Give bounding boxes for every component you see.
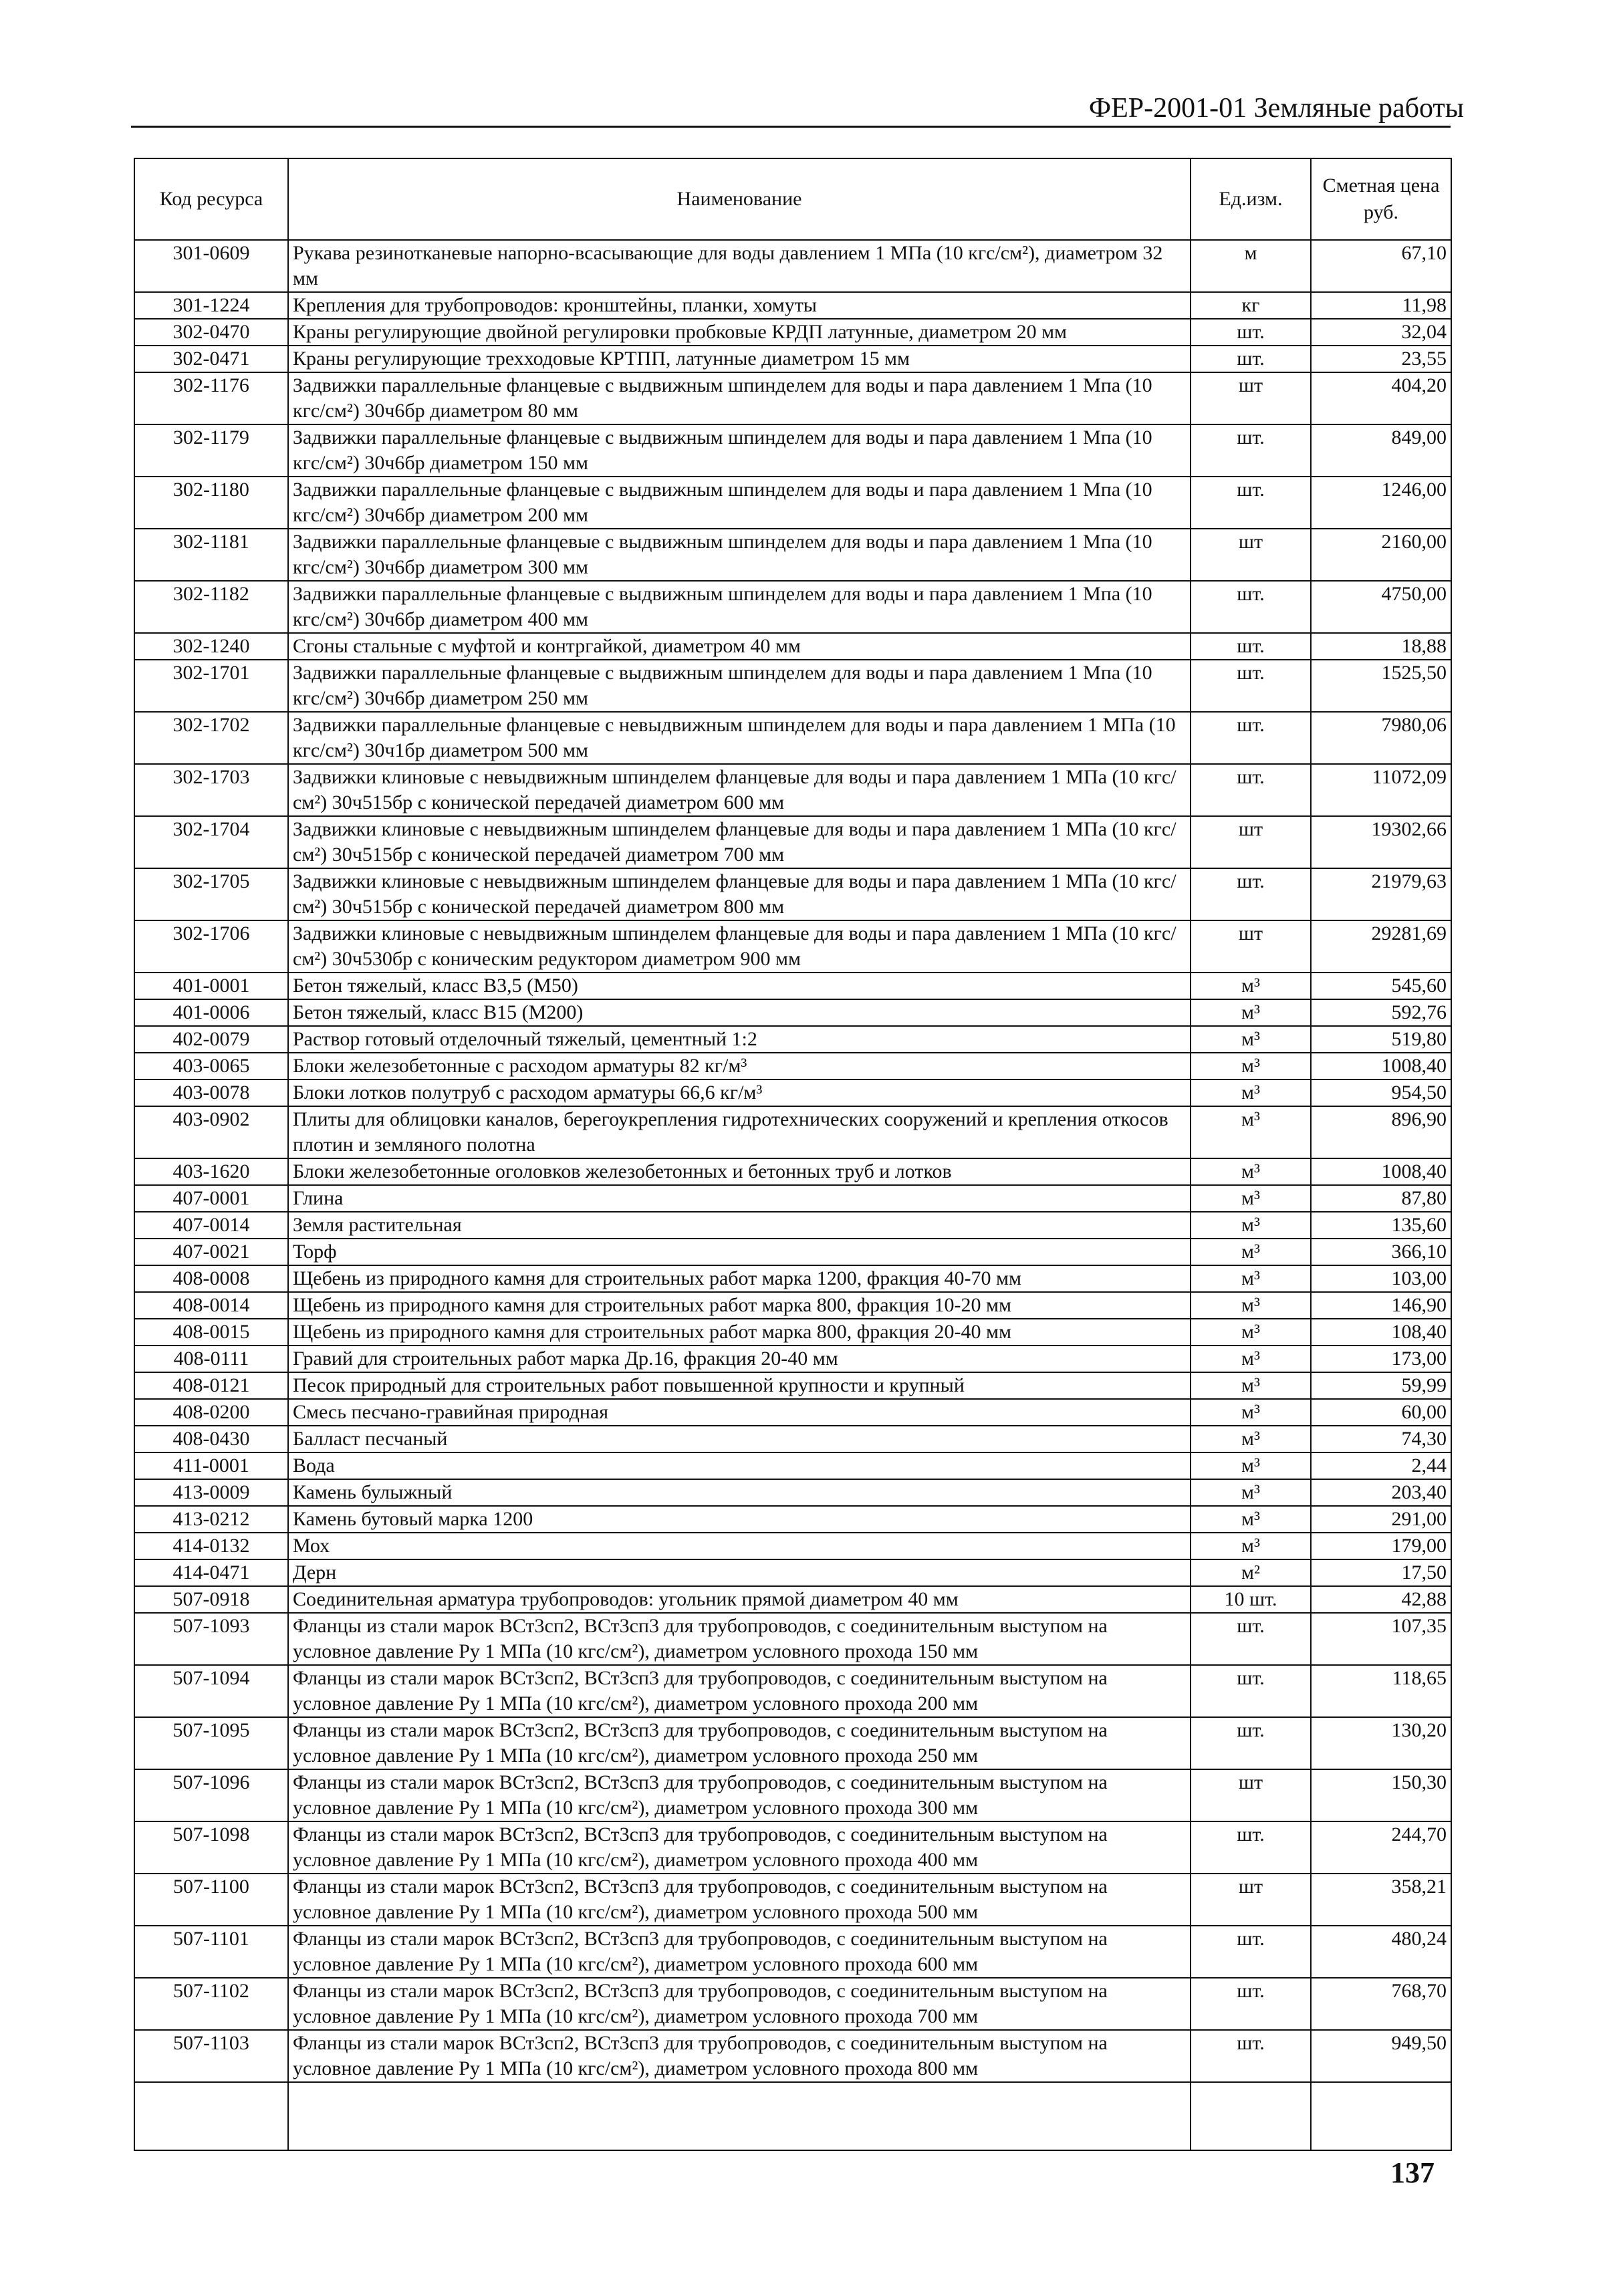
table-row <box>134 319 1451 346</box>
cell-code: 507-1096 <box>134 1769 288 1821</box>
cell-name: Фланцы из стали марок ВСт3сп2, ВСт3сп3 для трубопроводов, с соединительным выступом на условное давление Ру 1 МПа (10 кгс/см²), диаметром условного прохода 250 мм <box>288 1717 1191 1769</box>
table-row <box>134 868 1451 920</box>
cell-price: 19302,66 <box>1311 816 1451 868</box>
cell-name: Краны регулирующие двойной регулировки пробковые КРДП латунные, диаметром 20 мм <box>288 319 1191 346</box>
cell-price: 150,30 <box>1311 1769 1451 1821</box>
table-row <box>134 529 1451 581</box>
cell-price: 2160,00 <box>1311 529 1451 581</box>
cell-price: 146,90 <box>1311 1292 1451 1319</box>
cell-name: Щебень из природного камня для строительных работ марка 1200, фракция 40-70 мм <box>288 1265 1191 1292</box>
cell-name: Фланцы из стали марок ВСт3сп2, ВСт3сп3 для трубопроводов, с соединительным выступом на условное давление Ру 1 МПа (10 кгс/см²), диаметром условного прохода 600 мм <box>288 1926 1191 1978</box>
cell-code: 507-1094 <box>134 1665 288 1717</box>
table-row <box>134 764 1451 816</box>
cell-code: 403-0065 <box>134 1053 288 1079</box>
table-row <box>134 1717 1451 1769</box>
cell-name: Щебень из природного камня для строительных работ марка 800, фракция 10-20 мм <box>288 1292 1191 1319</box>
table-row <box>134 1926 1451 1978</box>
table-header-row <box>134 158 1451 240</box>
empty-cell <box>1311 2082 1451 2150</box>
table-row <box>134 1106 1451 1158</box>
cell-unit: шт <box>1191 372 1311 424</box>
cell-code: 302-0471 <box>134 346 288 372</box>
cell-price: 59,99 <box>1311 1372 1451 1399</box>
cell-price: 291,00 <box>1311 1506 1451 1533</box>
cell-name: Мох <box>288 1533 1191 1559</box>
cell-code: 411-0001 <box>134 1452 288 1479</box>
cell-code: 302-0470 <box>134 319 288 346</box>
cell-price: 896,90 <box>1311 1106 1451 1158</box>
table-row <box>134 1372 1451 1399</box>
table-row <box>134 1053 1451 1079</box>
cell-code: 414-0471 <box>134 1559 288 1586</box>
cell-unit: шт. <box>1191 660 1311 712</box>
cell-code: 402-0079 <box>134 1026 288 1053</box>
cell-name: Фланцы из стали марок ВСт3сп2, ВСт3сп3 для трубопроводов, с соединительным выступом на условное давление Ру 1 МПа (10 кгс/см²), диаметром условного прохода 400 мм <box>288 1821 1191 1874</box>
cell-unit: шт. <box>1191 581 1311 633</box>
cell-code: 408-0008 <box>134 1265 288 1292</box>
cell-name: Задвижки клиновые с невыдвижным шпинделем фланцевые для воды и пара давлением 1 МПа (10 кгс/см²) 30ч530бр с коническим редуктором диаметром 900 мм <box>288 920 1191 973</box>
cell-name: Глина <box>288 1185 1191 1212</box>
cell-price: 1008,40 <box>1311 1158 1451 1185</box>
cell-name: Дерн <box>288 1559 1191 1586</box>
cell-unit: м³ <box>1191 1426 1311 1452</box>
table-filler-row <box>134 2082 1451 2150</box>
table-row <box>134 1821 1451 1874</box>
cell-unit: м³ <box>1191 1506 1311 1533</box>
cell-name: Щебень из природного камня для строительных работ марка 800, фракция 20-40 мм <box>288 1319 1191 1346</box>
cell-code: 302-1176 <box>134 372 288 424</box>
table-row <box>134 1426 1451 1452</box>
cell-price: 545,60 <box>1311 973 1451 999</box>
cell-price: 1246,00 <box>1311 477 1451 529</box>
cell-price: 7980,06 <box>1311 712 1451 764</box>
cell-name: Раствор готовый отделочный тяжелый, цементный 1:2 <box>288 1026 1191 1053</box>
cell-unit: шт. <box>1191 346 1311 372</box>
cell-name: Фланцы из стали марок ВСт3сп2, ВСт3сп3 для трубопроводов, с соединительным выступом на условное давление Ру 1 МПа (10 кгс/см²), диаметром условного прохода 500 мм <box>288 1874 1191 1926</box>
cell-name: Задвижки клиновые с невыдвижным шпинделем фланцевые для воды и пара давлением 1 МПа (10 кгс/см²) 30ч515бр с конической передачей диаметром 800 мм <box>288 868 1191 920</box>
cell-unit: кг <box>1191 292 1311 319</box>
column-header-name: Наименование <box>288 158 1191 240</box>
table-row <box>134 292 1451 319</box>
cell-code: 407-0001 <box>134 1185 288 1212</box>
cell-unit: м² <box>1191 1559 1311 1586</box>
table-row <box>134 372 1451 424</box>
cell-code: 507-1100 <box>134 1874 288 1926</box>
cell-unit: м³ <box>1191 1533 1311 1559</box>
cell-price: 107,35 <box>1311 1613 1451 1665</box>
table-row <box>134 346 1451 372</box>
table-row <box>134 240 1451 292</box>
cell-unit: шт. <box>1191 712 1311 764</box>
cell-price: 17,50 <box>1311 1559 1451 1586</box>
table-row <box>134 1292 1451 1319</box>
cell-name: Гравий для строительных работ марка Др.16, фракция 20-40 мм <box>288 1346 1191 1372</box>
cell-name: Задвижки параллельные фланцевые с выдвижным шпинделем для воды и пара давлением 1 Мпа (10 кгс/см²) 30ч6бр диаметром 80 мм <box>288 372 1191 424</box>
cell-unit: шт. <box>1191 1665 1311 1717</box>
cell-code: 401-0001 <box>134 973 288 999</box>
cell-code: 301-0609 <box>134 240 288 292</box>
cell-name: Фланцы из стали марок ВСт3сп2, ВСт3сп3 для трубопроводов, с соединительным выступом на условное давление Ру 1 МПа (10 кгс/см²), диаметром условного прохода 300 мм <box>288 1769 1191 1821</box>
cell-code: 507-1095 <box>134 1717 288 1769</box>
table-row <box>134 920 1451 973</box>
table-row <box>134 1533 1451 1559</box>
cell-code: 403-0902 <box>134 1106 288 1158</box>
cell-name: Соединительная арматура трубопроводов: угольник прямой диаметром 40 мм <box>288 1586 1191 1613</box>
table-row <box>134 424 1451 477</box>
empty-cell <box>288 2082 1191 2150</box>
cell-price: 60,00 <box>1311 1399 1451 1426</box>
cell-price: 358,21 <box>1311 1874 1451 1926</box>
cell-price: 130,20 <box>1311 1717 1451 1769</box>
table-row <box>134 1613 1451 1665</box>
cell-unit: шт. <box>1191 633 1311 660</box>
cell-name: Задвижки параллельные фланцевые с выдвижным шпинделем для воды и пара давлением 1 Мпа (10 кгс/см²) 30ч6бр диаметром 250 мм <box>288 660 1191 712</box>
cell-code: 408-0015 <box>134 1319 288 1346</box>
cell-code: 302-1182 <box>134 581 288 633</box>
cell-name: Земля растительная <box>288 1212 1191 1239</box>
cell-code: 507-1103 <box>134 2030 288 2082</box>
cell-unit: шт. <box>1191 1821 1311 1874</box>
cell-price: 21979,63 <box>1311 868 1451 920</box>
cell-code: 413-0009 <box>134 1479 288 1506</box>
cell-unit: м³ <box>1191 1265 1311 1292</box>
cell-price: 949,50 <box>1311 2030 1451 2082</box>
cell-unit: шт. <box>1191 477 1311 529</box>
cell-price: 768,70 <box>1311 1978 1451 2030</box>
cell-unit: шт. <box>1191 1926 1311 1978</box>
table-row <box>134 1399 1451 1426</box>
cell-price: 18,88 <box>1311 633 1451 660</box>
cell-name: Балласт песчаный <box>288 1426 1191 1452</box>
cell-unit: м³ <box>1191 1185 1311 1212</box>
cell-code: 413-0212 <box>134 1506 288 1533</box>
cell-unit: шт. <box>1191 1613 1311 1665</box>
table-row <box>134 973 1451 999</box>
cell-price: 103,00 <box>1311 1265 1451 1292</box>
cell-name: Блоки железобетонные с расходом арматуры 82 кг/м³ <box>288 1053 1191 1079</box>
header-rule <box>131 126 1451 128</box>
cell-name: Бетон тяжелый, класс В3,5 (М50) <box>288 973 1191 999</box>
empty-cell <box>1191 2082 1311 2150</box>
cell-price: 480,24 <box>1311 1926 1451 1978</box>
table-row <box>134 1479 1451 1506</box>
cell-price: 1525,50 <box>1311 660 1451 712</box>
cell-price: 179,00 <box>1311 1533 1451 1559</box>
cell-unit: м³ <box>1191 999 1311 1026</box>
table-row <box>134 477 1451 529</box>
table-row <box>134 1265 1451 1292</box>
cell-name: Сгоны стальные с муфтой и контргайкой, диаметром 40 мм <box>288 633 1191 660</box>
cell-name: Задвижки параллельные фланцевые с выдвижным шпинделем для воды и пара давлением 1 Мпа (10 кгс/см²) 30ч6бр диаметром 200 мм <box>288 477 1191 529</box>
cell-unit: м <box>1191 240 1311 292</box>
cell-code: 507-1093 <box>134 1613 288 1665</box>
cell-price: 366,10 <box>1311 1239 1451 1265</box>
table-row <box>134 1506 1451 1533</box>
cell-name: Задвижки параллельные фланцевые с выдвижным шпинделем для воды и пара давлением 1 Мпа (10 кгс/см²) 30ч6бр диаметром 400 мм <box>288 581 1191 633</box>
cell-code: 302-1181 <box>134 529 288 581</box>
cell-unit: шт. <box>1191 1978 1311 2030</box>
cell-code: 403-1620 <box>134 1158 288 1185</box>
table-row <box>134 1586 1451 1613</box>
cell-unit: шт. <box>1191 868 1311 920</box>
cell-name: Задвижки параллельные фланцевые с выдвижным шпинделем для воды и пара давлением 1 Мпа (10 кгс/см²) 30ч6бр диаметром 150 мм <box>288 424 1191 477</box>
page-number: 137 <box>1390 2156 1435 2189</box>
table-row <box>134 1559 1451 1586</box>
cell-code: 302-1179 <box>134 424 288 477</box>
cell-unit: м³ <box>1191 1452 1311 1479</box>
cell-unit: 10 шт. <box>1191 1586 1311 1613</box>
cell-unit: м³ <box>1191 1399 1311 1426</box>
cell-price: 108,40 <box>1311 1319 1451 1346</box>
cell-unit: шт <box>1191 1769 1311 1821</box>
cell-code: 302-1704 <box>134 816 288 868</box>
cell-code: 507-1102 <box>134 1978 288 2030</box>
cell-name: Фланцы из стали марок ВСт3сп2, ВСт3сп3 для трубопроводов, с соединительным выступом на условное давление Ру 1 МПа (10 кгс/см²), диаметром условного прохода 800 мм <box>288 2030 1191 2082</box>
table-row <box>134 1665 1451 1717</box>
cell-price: 849,00 <box>1311 424 1451 477</box>
cell-code: 507-1101 <box>134 1926 288 1978</box>
resource-price-table <box>134 158 1452 2151</box>
cell-price: 519,80 <box>1311 1026 1451 1053</box>
cell-price: 2,44 <box>1311 1452 1451 1479</box>
cell-price: 203,40 <box>1311 1479 1451 1506</box>
table-row <box>134 1158 1451 1185</box>
cell-name: Торф <box>288 1239 1191 1265</box>
cell-unit: м³ <box>1191 1026 1311 1053</box>
cell-code: 302-1705 <box>134 868 288 920</box>
cell-name: Блоки лотков полутруб с расходом арматуры 66,6 кг/м³ <box>288 1079 1191 1106</box>
table-row <box>134 816 1451 868</box>
cell-unit: шт. <box>1191 424 1311 477</box>
table-row <box>134 999 1451 1026</box>
cell-code: 302-1706 <box>134 920 288 973</box>
table-row <box>134 1346 1451 1372</box>
cell-code: 408-0200 <box>134 1399 288 1426</box>
cell-code: 407-0021 <box>134 1239 288 1265</box>
table-row <box>134 1079 1451 1106</box>
column-header-code: Код ресурса <box>134 158 288 240</box>
cell-price: 244,70 <box>1311 1821 1451 1874</box>
cell-code: 507-1098 <box>134 1821 288 1874</box>
column-header-price: Сметная цена руб. <box>1311 158 1451 240</box>
cell-unit: шт. <box>1191 1717 1311 1769</box>
cell-price: 1008,40 <box>1311 1053 1451 1079</box>
cell-price: 4750,00 <box>1311 581 1451 633</box>
page-header-title: ФЕР-2001-01 Земляные работы <box>1088 93 1464 124</box>
table-body <box>134 240 1451 2150</box>
cell-code: 302-1180 <box>134 477 288 529</box>
table-row <box>134 633 1451 660</box>
cell-name: Песок природный для строительных работ повышенной крупности и крупный <box>288 1372 1191 1399</box>
cell-price: 592,76 <box>1311 999 1451 1026</box>
cell-name: Задвижки клиновые с невыдвижным шпинделем фланцевые для воды и пара давлением 1 МПа (10 кгс/см²) 30ч515бр с конической передачей диаметром 700 мм <box>288 816 1191 868</box>
cell-name: Задвижки параллельные фланцевые с невыдвижным шпинделем для воды и пара давлением 1 МПа (10 кгс/см²) 30ч1бр диаметром 500 мм <box>288 712 1191 764</box>
cell-unit: шт <box>1191 816 1311 868</box>
cell-unit: шт. <box>1191 764 1311 816</box>
cell-price: 32,04 <box>1311 319 1451 346</box>
table-row <box>134 660 1451 712</box>
cell-name: Фланцы из стали марок ВСт3сп2, ВСт3сп3 для трубопроводов, с соединительным выступом на условное давление Ру 1 МПа (10 кгс/см²), диаметром условного прохода 150 мм <box>288 1613 1191 1665</box>
cell-price: 954,50 <box>1311 1079 1451 1106</box>
cell-price: 173,00 <box>1311 1346 1451 1372</box>
cell-name: Вода <box>288 1452 1191 1479</box>
cell-price: 74,30 <box>1311 1426 1451 1452</box>
table-row <box>134 1212 1451 1239</box>
cell-name: Фланцы из стали марок ВСт3сп2, ВСт3сп3 для трубопроводов, с соединительным выступом на условное давление Ру 1 МПа (10 кгс/см²), диаметром условного прохода 200 мм <box>288 1665 1191 1717</box>
cell-price: 42,88 <box>1311 1586 1451 1613</box>
cell-code: 301-1224 <box>134 292 288 319</box>
cell-code: 408-0111 <box>134 1346 288 1372</box>
cell-code: 302-1703 <box>134 764 288 816</box>
cell-code: 407-0014 <box>134 1212 288 1239</box>
cell-name: Фланцы из стали марок ВСт3сп2, ВСт3сп3 для трубопроводов, с соединительным выступом на условное давление Ру 1 МПа (10 кгс/см²), диаметром условного прохода 700 мм <box>288 1978 1191 2030</box>
cell-code: 302-1702 <box>134 712 288 764</box>
cell-code: 403-0078 <box>134 1079 288 1106</box>
cell-code: 302-1701 <box>134 660 288 712</box>
cell-code: 408-0014 <box>134 1292 288 1319</box>
cell-name: Крепления для трубопроводов: кронштейны, планки, хомуты <box>288 292 1191 319</box>
table-row <box>134 1026 1451 1053</box>
cell-price: 135,60 <box>1311 1212 1451 1239</box>
cell-unit: м³ <box>1191 1053 1311 1079</box>
cell-code: 507-0918 <box>134 1586 288 1613</box>
cell-code: 401-0006 <box>134 999 288 1026</box>
cell-unit: шт <box>1191 529 1311 581</box>
cell-price: 118,65 <box>1311 1665 1451 1717</box>
cell-name: Блоки железобетонные оголовков железобетонных и бетонных труб и лотков <box>288 1158 1191 1185</box>
cell-price: 11,98 <box>1311 292 1451 319</box>
table-row <box>134 581 1451 633</box>
cell-price: 87,80 <box>1311 1185 1451 1212</box>
cell-price: 11072,09 <box>1311 764 1451 816</box>
table-row <box>134 1978 1451 2030</box>
column-header-unit: Ед.изм. <box>1191 158 1311 240</box>
table-row <box>134 1874 1451 1926</box>
cell-unit: м³ <box>1191 973 1311 999</box>
cell-unit: м³ <box>1191 1292 1311 1319</box>
cell-name: Краны регулирующие трехходовые КРТПП, латунные диаметром 15 мм <box>288 346 1191 372</box>
cell-unit: м³ <box>1191 1106 1311 1158</box>
table-row <box>134 712 1451 764</box>
cell-unit: м³ <box>1191 1346 1311 1372</box>
table-row <box>134 1452 1451 1479</box>
cell-name: Камень бутовый марка 1200 <box>288 1506 1191 1533</box>
cell-name: Задвижки параллельные фланцевые с выдвижным шпинделем для воды и пара давлением 1 Мпа (10 кгс/см²) 30ч6бр диаметром 300 мм <box>288 529 1191 581</box>
cell-unit: шт <box>1191 920 1311 973</box>
table-row <box>134 1319 1451 1346</box>
cell-unit: м³ <box>1191 1079 1311 1106</box>
cell-unit: м³ <box>1191 1212 1311 1239</box>
cell-price: 67,10 <box>1311 240 1451 292</box>
cell-unit: шт. <box>1191 319 1311 346</box>
cell-unit: шт <box>1191 1874 1311 1926</box>
cell-code: 414-0132 <box>134 1533 288 1559</box>
cell-unit: шт. <box>1191 2030 1311 2082</box>
table-row <box>134 1185 1451 1212</box>
cell-unit: м³ <box>1191 1158 1311 1185</box>
cell-name: Плиты для облицовки каналов, берегоукрепления гидротехнических сооружений и крепления откосов плотин и земляного полотна <box>288 1106 1191 1158</box>
cell-unit: м³ <box>1191 1239 1311 1265</box>
cell-unit: м³ <box>1191 1319 1311 1346</box>
table-row <box>134 1239 1451 1265</box>
cell-name: Камень булыжный <box>288 1479 1191 1506</box>
cell-price: 404,20 <box>1311 372 1451 424</box>
cell-name: Рукава резинотканевые напорно-всасывающие для воды давлением 1 МПа (10 кгс/см²), диаметром 32 мм <box>288 240 1191 292</box>
cell-name: Смесь песчано-гравийная природная <box>288 1399 1191 1426</box>
cell-unit: м³ <box>1191 1372 1311 1399</box>
cell-price: 23,55 <box>1311 346 1451 372</box>
cell-code: 408-0430 <box>134 1426 288 1452</box>
table-row <box>134 1769 1451 1821</box>
empty-cell <box>134 2082 288 2150</box>
cell-name: Задвижки клиновые с невыдвижным шпинделем фланцевые для воды и пара давлением 1 МПа (10 кгс/см²) 30ч515бр с конической передачей диаметром 600 мм <box>288 764 1191 816</box>
cell-name: Бетон тяжелый, класс В15 (М200) <box>288 999 1191 1026</box>
cell-code: 302-1240 <box>134 633 288 660</box>
cell-price: 29281,69 <box>1311 920 1451 973</box>
table-row <box>134 2030 1451 2082</box>
cell-unit: м³ <box>1191 1479 1311 1506</box>
cell-code: 408-0121 <box>134 1372 288 1399</box>
